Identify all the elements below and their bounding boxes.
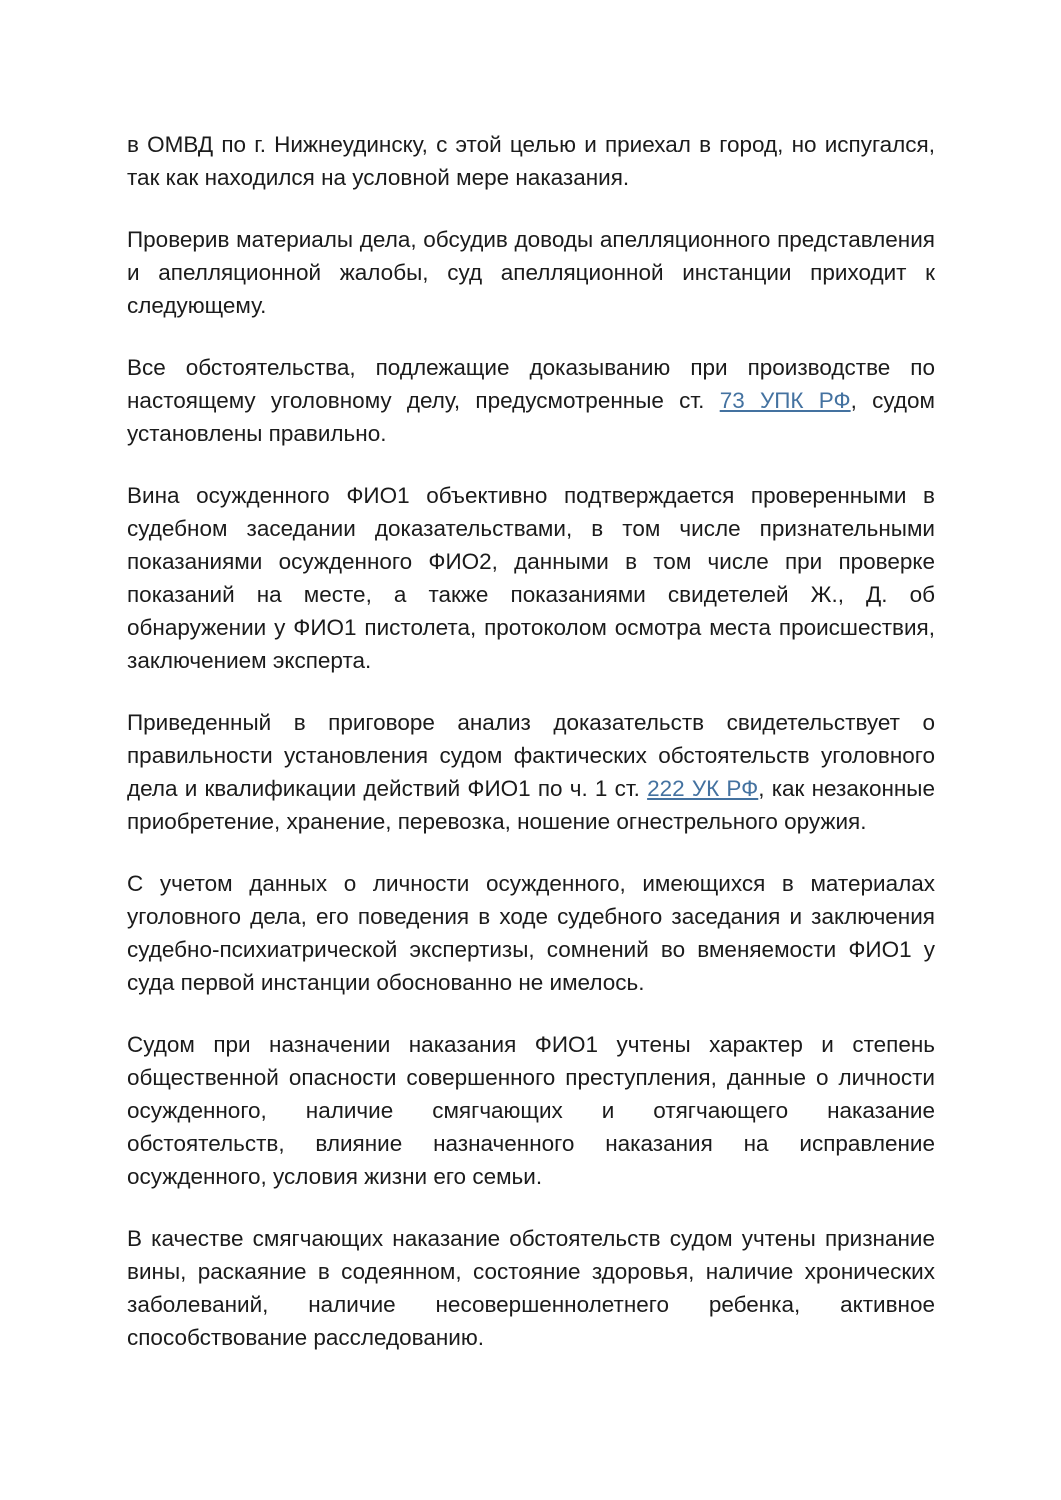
paragraph-4-text: Вина осужденного ФИО1 объективно подтверждается проверенными в судебном заседании доказательствами, в том числе признательными показаниями осужденного ФИО2, данными в том числе при проверке показаний на месте, а также показаниями свидетелей Ж., Д. об обнаружении у ФИО1 пистолета, протоколом осмотра места происшествия, заключением эксперта. [127, 483, 935, 673]
paragraph-4 [127, 479, 935, 677]
link-st-222-uk-rf[interactable]: 222 УК РФ [647, 776, 759, 801]
paragraph-5 [127, 706, 935, 838]
paragraph-1-text: в ОМВД по г. Нижнеудинску, с этой целью и приехал в город, но испугался, так как находился на условной мере наказания. [127, 132, 935, 190]
paragraph-2-text: Проверив материалы дела, обсудив доводы апелляционного представления и апелляционной жалобы, суд апелляционной инстанции приходит к следующему. [127, 227, 935, 318]
paragraph-5-text-before: Приведенный в приговоре анализ доказательств свидетельствует о правильности установления судом фактических обстоятельств уголовного дела и квалификации действий ФИО1 по ч. 1 ст. [127, 710, 935, 801]
link-st-73-upk-rf[interactable]: 73 УПК РФ [719, 388, 851, 413]
paragraph-6 [127, 867, 935, 999]
paragraph-3-text-after: , судом установлены правильно. [127, 388, 935, 446]
paragraph-7-text: Судом при назначении наказания ФИО1 учтены характер и степень общественной опасности совершенного преступления, данные о личности осужденного, наличие смягчающих и отягчающего наказание обстоятельств, влияние назначенного наказания на исправление осужденного, условия жизни его семьи. [127, 1032, 935, 1189]
paragraph-8 [127, 1222, 935, 1354]
paragraph-5-text-after: , как незаконные приобретение, хранение, перевозка, ношение огнестрельного оружия. [127, 776, 935, 834]
paragraph-1 [127, 128, 935, 194]
paragraph-3-text-before: Все обстоятельства, подлежащие доказыванию при производстве по настоящему уголовному делу, предусмотренные ст. [127, 355, 935, 413]
paragraph-3 [127, 351, 935, 450]
paragraph-6-text: С учетом данных о личности осужденного, имеющихся в материалах уголовного дела, его поведения в ходе судебного заседания и заключения судебно-психиатрической экспертизы, сомнений во вменяемости ФИО1 у суда первой инстанции обоснованно не имелось. [127, 871, 935, 995]
paragraph-7 [127, 1028, 935, 1193]
paragraph-2 [127, 223, 935, 322]
paragraph-8-text: В качестве смягчающих наказание обстоятельств судом учтены признание вины, раскаяние в содеянном, состояние здоровья, наличие хронических заболеваний, наличие несовершеннолетнего ребенка, активное способствование расследованию. [127, 1226, 935, 1350]
